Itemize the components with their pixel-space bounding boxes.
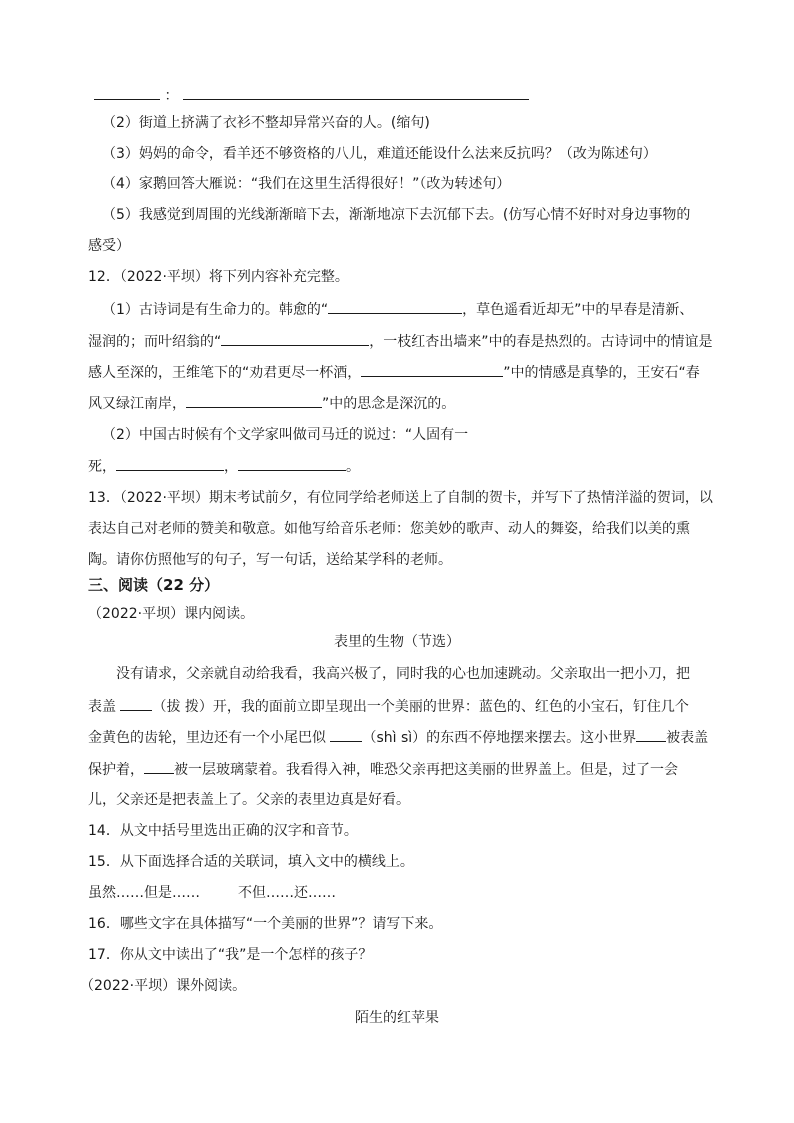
- q13-line-1: 13．（2022·平坝）期末考试前夕，有位同学给老师送上了自制的贺卡，并写下了热情洋溢的贺词，以: [88, 490, 713, 506]
- q12-line-1: （1）古诗词是有生命力的。韩愈的“ ，草色遥看近却无”中的早春是清新、: [102, 299, 693, 320]
- blank[interactable]: [94, 85, 160, 100]
- q11-item-2: （2）街道上挤满了衣衫不整却异常兴奋的人。(缩句): [102, 115, 430, 131]
- option-2: 不但……还……: [238, 885, 336, 901]
- q12-line-6: 死， ， 。: [88, 456, 360, 477]
- reading2-source: （2022·平坝）课外阅读。: [80, 978, 247, 994]
- reading1-source: （2022·平坝）课内阅读。: [88, 606, 255, 622]
- question-14: 14．从文中括号里选出正确的汉字和音节。: [88, 823, 358, 839]
- section-heading: 三、阅读（22 分）: [88, 576, 220, 594]
- blank[interactable]: [186, 393, 322, 408]
- question-17: 17．你从文中读出了“我”是一个怎样的孩子？: [88, 947, 373, 963]
- blank[interactable]: [636, 727, 666, 742]
- passage-line-3: 金黄色的齿轮，里边还有一个小尾巴似 （shì sì）的东西不停地摆来摆去。这小世界 被表盖: [88, 727, 708, 748]
- blank[interactable]: [328, 299, 462, 314]
- reading1-title: 表里的生物（节选）: [334, 634, 460, 650]
- passage-line-5: 儿，父亲还是把表盖上了。父亲的表里边真是好看。: [88, 792, 410, 808]
- blank[interactable]: [361, 362, 503, 377]
- option-1: 虽然……但是……: [88, 885, 200, 901]
- blank[interactable]: [238, 456, 346, 471]
- q11-item-3: （3）妈妈的命令，看羊还不够资格的八儿，难道还能设什么法来反抗吗？（改为陈述句）: [102, 146, 657, 162]
- question-15: 15．从下面选择合适的关联词，填入文中的横线上。: [88, 854, 414, 870]
- blank[interactable]: [120, 696, 152, 711]
- question-16: 16．哪些文字在具体描写“一个美丽的世界”？请写下来。: [88, 916, 443, 932]
- q12-line-3: 感人至深的，王维笔下的“劝君更尽一杯酒， ”中的情感是真挚的，王安石“春: [88, 362, 700, 383]
- passage-line-2: 表盖 （拔 拨）开，我的面前立即呈现出一个美丽的世界：蓝色的、红色的小宝石，钉住几个: [88, 696, 689, 717]
- blank[interactable]: [330, 727, 362, 742]
- q12-heading: 12．（2022·平坝）将下列内容补充完整。: [88, 269, 349, 285]
- q12-line-5: （2）中国古时候有个文学家叫做司马迁的说过：“人固有一: [102, 427, 469, 443]
- q12-line-4: 风又绿江南岸， ”中的思念是深沉的。: [88, 393, 455, 414]
- q12-line-2: 湿润的；而叶绍翁的“ ，一枝红杏出墙来”中的春是热烈的。古诗词中的情谊是: [88, 331, 713, 352]
- reading2-title: 陌生的红苹果: [355, 1010, 439, 1026]
- passage-line-1: 没有请求，父亲就自动给我看，我高兴极了，同时我的心也加速跳动。父亲取出一把小刀，把: [116, 666, 690, 682]
- q11-item-5-cont: 感受）: [88, 238, 130, 254]
- q13-line-3: 陶。请你仿照他写的句子，写一句话，送给某学科的老师。: [88, 552, 452, 568]
- q13-line-2: 表达自己对老师的赞美和敬意。如他写给音乐老师：您美妙的歌声、动人的舞姿，给我们以美的熏: [88, 521, 690, 537]
- blank[interactable]: [116, 456, 224, 471]
- answer-line-top: [94, 85, 529, 106]
- blank[interactable]: [221, 331, 369, 346]
- passage-line-4: 保护着， 被一层玻璃蒙着。我看得入神，唯恐父亲再把这美丽的世界盖上。但是，过了一会: [88, 759, 678, 780]
- colon: ：: [164, 88, 179, 104]
- q11-item-4: （4）家鹅回答大雁说：“我们在这里生活得很好！”（改为转述句）: [102, 176, 511, 192]
- blank[interactable]: [144, 759, 174, 774]
- q11-item-5: （5）我感觉到周围的光线渐渐暗下去，渐渐地凉下去沉郁下去。(仿写心情不好时对身边事物的: [102, 207, 691, 223]
- blank[interactable]: [183, 85, 529, 100]
